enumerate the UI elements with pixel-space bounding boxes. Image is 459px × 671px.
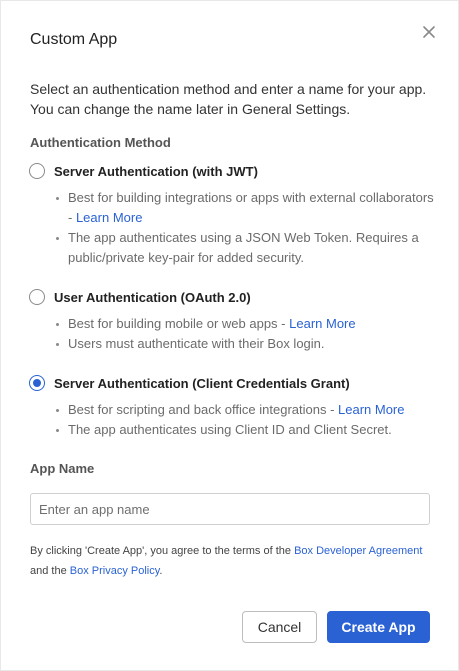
auth-method-label: Authentication Method <box>30 135 171 150</box>
close-icon[interactable] <box>420 23 438 41</box>
radio-ccg[interactable] <box>29 375 45 391</box>
create-app-button[interactable]: Create App <box>327 611 430 643</box>
auth-option-details <box>28 400 438 440</box>
auth-option-oauth-head[interactable] <box>28 287 438 307</box>
app-name-label: App Name <box>30 461 95 476</box>
list-item: The app authenticates using a JSON Web Token. Requires a public/private key-pair for added security. <box>56 228 438 268</box>
auth-option-ccg-head[interactable] <box>28 373 438 393</box>
auth-option-ccg <box>28 373 438 440</box>
list-item: Best for building mobile or web apps - Learn More <box>56 314 438 334</box>
learn-more-link[interactable]: Learn More <box>75 210 143 225</box>
auth-option-jwt-head[interactable] <box>28 161 438 181</box>
learn-more-link[interactable]: Learn More <box>338 402 405 417</box>
privacy-policy-link[interactable]: Box Privacy Policy <box>69 565 160 577</box>
auth-option-label: Server Authentication (with JWT) <box>54 163 258 179</box>
cancel-button[interactable]: Cancel <box>242 611 317 643</box>
dialog-intro: Select an authentication method and enter a name for your app. You can change the name later in General Settings. <box>30 81 427 117</box>
developer-agreement-link[interactable]: Box Developer Agreement <box>294 545 423 557</box>
auth-option-jwt <box>28 161 438 268</box>
learn-more-link[interactable]: Learn More <box>289 316 356 331</box>
terms-text: By clicking 'Create App', you agree to the terms of the Box Developer Agreement and the Box Privacy Policy. <box>30 545 423 577</box>
radio-oauth[interactable] <box>29 289 45 305</box>
list-item: The app authenticates using Client ID and Client Secret. <box>56 420 438 440</box>
app-name-input[interactable] <box>30 493 430 525</box>
auth-option-label: Server Authentication (Client Credentials Grant) <box>54 375 350 391</box>
list-item: Users must authenticate with their Box login. <box>56 334 438 354</box>
radio-jwt[interactable] <box>29 163 45 179</box>
auth-option-details <box>28 188 438 268</box>
auth-option-details <box>28 314 438 354</box>
list-item: Best for scripting and back office integrations - Learn More <box>56 400 438 420</box>
dialog-title: Custom App <box>30 31 118 48</box>
list-item: Best for building integrations or apps with external collaborators - Learn More <box>56 188 438 228</box>
auth-option-oauth <box>28 287 438 354</box>
auth-option-label: User Authentication (OAuth 2.0) <box>54 289 251 305</box>
